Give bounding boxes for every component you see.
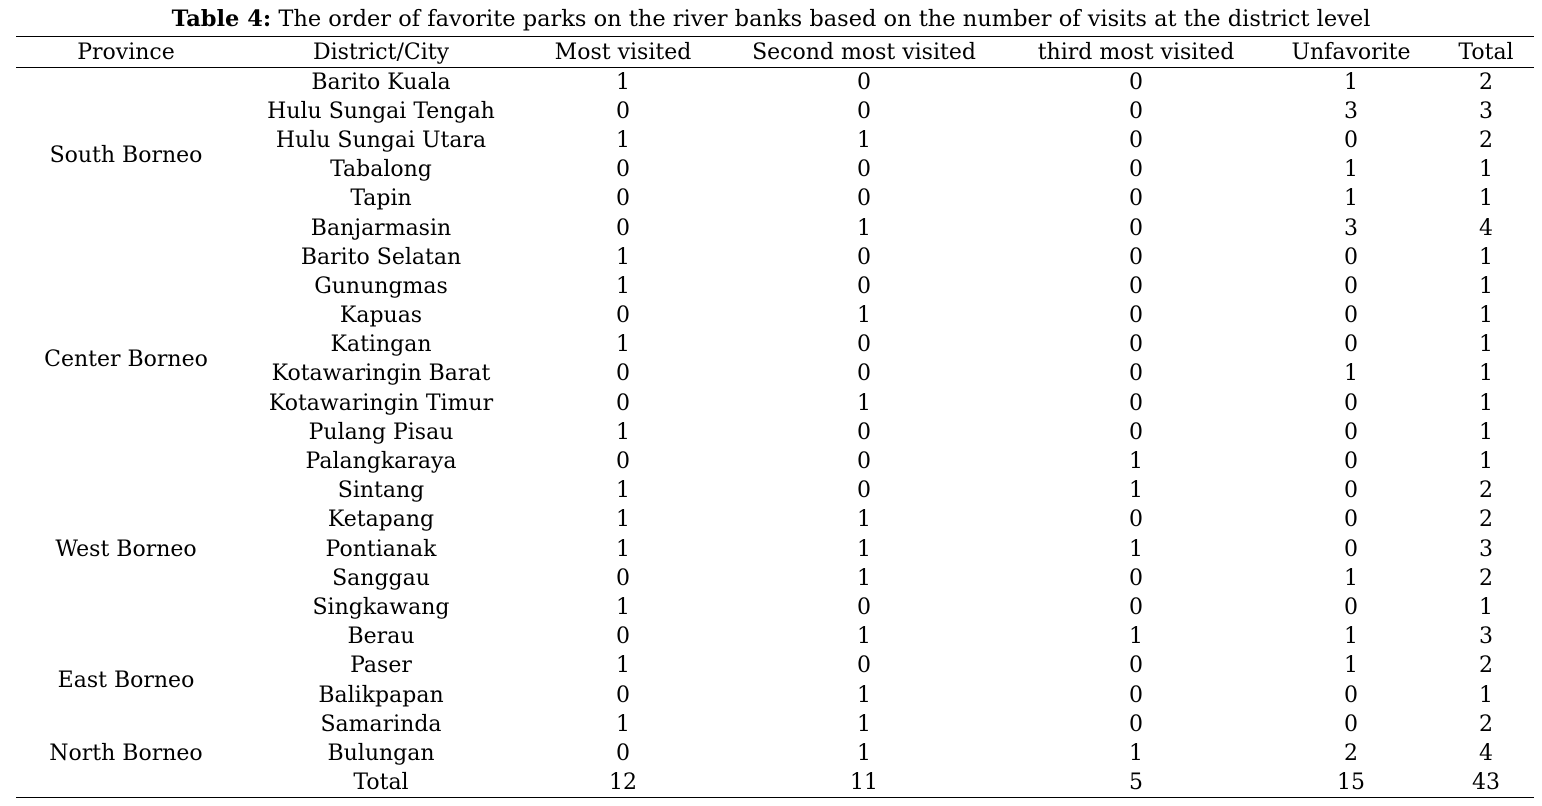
- district-cell: Palangkaraya: [305, 449, 457, 475]
- unfavorite-cell: 1: [1344, 69, 1358, 95]
- most-visited-cell: 1: [616, 127, 630, 153]
- total-cell: 1: [1479, 449, 1493, 475]
- second-most-visited-cell: 1: [857, 565, 871, 591]
- third-most-visited-cell: 0: [1129, 390, 1143, 416]
- second-most-visited-cell: 1: [857, 740, 871, 766]
- table-row: [16, 97, 1534, 126]
- district-cell: Kotawaringin Barat: [271, 361, 491, 387]
- most-visited-cell: 0: [616, 682, 630, 708]
- table-row: [16, 213, 1534, 242]
- second-most-visited-cell: 1: [857, 682, 871, 708]
- most-visited-cell: 1: [616, 536, 630, 562]
- table-row: [16, 535, 1534, 564]
- table-row: [16, 622, 1534, 651]
- most-visited-cell: 1: [616, 507, 630, 533]
- district-cell: Balikpapan: [318, 682, 444, 708]
- header-second-most-visited: Second most visited: [720, 37, 1008, 68]
- unfavorite-cell: 0: [1344, 127, 1358, 153]
- third-most-visited-cell: 0: [1129, 419, 1143, 445]
- table-row: [16, 564, 1534, 593]
- totals-label: Total: [236, 768, 526, 797]
- district-cell: Gunungmas: [314, 273, 448, 299]
- totals-total: 43: [1438, 768, 1534, 797]
- second-most-visited-cell: 0: [857, 419, 871, 445]
- third-most-visited-cell: 0: [1129, 303, 1143, 329]
- province-cell: Center Borneo: [44, 346, 208, 372]
- second-most-visited-cell: 0: [857, 98, 871, 124]
- unfavorite-cell: 0: [1344, 244, 1358, 270]
- third-most-visited-cell: 0: [1129, 332, 1143, 358]
- table-row: [16, 505, 1534, 534]
- table-header: [16, 37, 1534, 68]
- second-most-visited-cell: 1: [857, 711, 871, 737]
- total-cell: 3: [1479, 624, 1493, 650]
- total-cell: 4: [1479, 215, 1493, 241]
- third-most-visited-cell: 0: [1129, 273, 1143, 299]
- most-visited-cell: 0: [616, 390, 630, 416]
- second-most-visited-cell: 1: [857, 624, 871, 650]
- district-cell: Ketapang: [327, 507, 435, 533]
- unfavorite-cell: 0: [1344, 332, 1358, 358]
- unfavorite-cell: 1: [1344, 186, 1358, 212]
- third-most-visited-cell: 0: [1129, 127, 1143, 153]
- second-most-visited-cell: 0: [857, 361, 871, 387]
- third-most-visited-cell: 0: [1129, 361, 1143, 387]
- table-row: [16, 184, 1534, 213]
- total-cell: 1: [1479, 157, 1493, 183]
- total-cell: 1: [1479, 303, 1493, 329]
- unfavorite-cell: 0: [1344, 711, 1358, 737]
- second-most-visited-cell: 0: [857, 653, 871, 679]
- province-cell: North Borneo: [49, 740, 203, 766]
- header-row: [16, 37, 1534, 68]
- third-most-visited-cell: 0: [1129, 98, 1143, 124]
- table-row: [16, 126, 1534, 155]
- most-visited-cell: 1: [616, 273, 630, 299]
- third-most-visited-cell: 1: [1129, 624, 1143, 650]
- third-most-visited-cell: 0: [1129, 157, 1143, 183]
- total-cell: 1: [1479, 361, 1493, 387]
- table-row: [16, 593, 1534, 622]
- most-visited-cell: 0: [616, 157, 630, 183]
- district-cell: Bulungan: [327, 740, 435, 766]
- total-cell: 2: [1479, 565, 1493, 591]
- unfavorite-cell: 1: [1344, 565, 1358, 591]
- district-cell: Barito Selatan: [300, 244, 462, 270]
- second-most-visited-cell: 0: [857, 186, 871, 212]
- third-most-visited-cell: 0: [1129, 244, 1143, 270]
- district-cell: Banjarmasin: [310, 215, 452, 241]
- second-most-visited-cell: 1: [857, 127, 871, 153]
- district-cell: Pulang Pisau: [308, 419, 454, 445]
- second-most-visited-cell: 0: [857, 244, 871, 270]
- table-caption: [0, 5, 1542, 33]
- table-row: [16, 447, 1534, 476]
- unfavorite-cell: 0: [1344, 273, 1358, 299]
- most-visited-cell: 0: [616, 624, 630, 650]
- second-most-visited-cell: 0: [857, 157, 871, 183]
- table-row: [16, 739, 1534, 768]
- district-cell: Tapin: [350, 186, 412, 212]
- second-most-visited-cell: 1: [857, 536, 871, 562]
- third-most-visited-cell: 0: [1129, 507, 1143, 533]
- table-row: [16, 680, 1534, 709]
- total-cell: 1: [1479, 390, 1493, 416]
- unfavorite-cell: 1: [1344, 624, 1358, 650]
- header-unfavorite: Unfavorite: [1264, 37, 1438, 68]
- district-cell: Singkawang: [312, 594, 450, 620]
- third-most-visited-cell: 1: [1129, 449, 1143, 475]
- second-most-visited-cell: 0: [857, 332, 871, 358]
- caption-label: Table 4:: [171, 6, 272, 32]
- totals-second-most-visited: 11: [720, 768, 1008, 797]
- second-most-visited-cell: 0: [857, 478, 871, 504]
- third-most-visited-cell: 1: [1129, 536, 1143, 562]
- total-cell: 1: [1479, 273, 1493, 299]
- most-visited-cell: 1: [616, 711, 630, 737]
- header-third-most-visited: third most visited: [1008, 37, 1264, 68]
- header-province: Province: [16, 37, 236, 68]
- table-body: [16, 68, 1534, 798]
- table-row: [16, 476, 1534, 505]
- totals-most-visited: 12: [526, 768, 720, 797]
- most-visited-cell: 1: [616, 332, 630, 358]
- header-most-visited: Most visited: [526, 37, 720, 68]
- third-most-visited-cell: 1: [1129, 478, 1143, 504]
- total-cell: 3: [1479, 536, 1493, 562]
- unfavorite-cell: 0: [1344, 449, 1358, 475]
- second-most-visited-cell: 1: [857, 215, 871, 241]
- third-most-visited-cell: 0: [1129, 565, 1143, 591]
- district-cell: Kapuas: [339, 303, 423, 329]
- third-most-visited-cell: 1: [1129, 740, 1143, 766]
- unfavorite-cell: 1: [1344, 157, 1358, 183]
- unfavorite-cell: 0: [1344, 594, 1358, 620]
- third-most-visited-cell: 0: [1129, 186, 1143, 212]
- second-most-visited-cell: 0: [857, 69, 871, 95]
- most-visited-cell: 1: [616, 478, 630, 504]
- table-row: [16, 651, 1534, 680]
- most-visited-cell: 0: [616, 565, 630, 591]
- most-visited-cell: 0: [616, 215, 630, 241]
- most-visited-cell: 0: [616, 449, 630, 475]
- unfavorite-cell: 0: [1344, 303, 1358, 329]
- table-row: [16, 155, 1534, 184]
- third-most-visited-cell: 0: [1129, 682, 1143, 708]
- province-cell: East Borneo: [57, 667, 195, 693]
- caption-text: The order of favorite parks on the river banks based on the number of visits at the district level: [271, 6, 1371, 32]
- total-cell: 1: [1479, 682, 1493, 708]
- total-cell: 1: [1479, 186, 1493, 212]
- third-most-visited-cell: 0: [1129, 215, 1143, 241]
- table-row: [16, 418, 1534, 447]
- total-cell: 2: [1479, 507, 1493, 533]
- second-most-visited-cell: 0: [857, 273, 871, 299]
- totals-unfavorite: 15: [1264, 768, 1438, 797]
- total-cell: 4: [1479, 740, 1493, 766]
- unfavorite-cell: 3: [1344, 215, 1358, 241]
- unfavorite-cell: 1: [1344, 361, 1358, 387]
- province-cell: West Borneo: [55, 536, 197, 562]
- total-cell: 2: [1479, 478, 1493, 504]
- third-most-visited-cell: 0: [1129, 594, 1143, 620]
- parks-visits-table: [16, 36, 1534, 798]
- most-visited-cell: 0: [616, 98, 630, 124]
- unfavorite-cell: 0: [1344, 536, 1358, 562]
- second-most-visited-cell: 1: [857, 303, 871, 329]
- third-most-visited-cell: 0: [1129, 711, 1143, 737]
- totals-third-most-visited: 5: [1008, 768, 1264, 797]
- district-cell: Sanggau: [332, 565, 430, 591]
- district-cell: Barito Kuala: [311, 69, 451, 95]
- district-cell: Paser: [350, 653, 412, 679]
- total-cell: 1: [1479, 594, 1493, 620]
- most-visited-cell: 1: [616, 653, 630, 679]
- district-cell: Katingan: [330, 332, 432, 358]
- total-cell: 2: [1479, 711, 1493, 737]
- totals-empty-cell: [16, 768, 236, 797]
- most-visited-cell: 1: [616, 594, 630, 620]
- district-cell: Samarinda: [320, 711, 442, 737]
- most-visited-cell: 0: [616, 186, 630, 212]
- table-row: [16, 301, 1534, 330]
- second-most-visited-cell: 1: [857, 507, 871, 533]
- second-most-visited-cell: 0: [857, 594, 871, 620]
- district-cell: Hulu Sungai Tengah: [267, 98, 495, 124]
- total-cell: 2: [1479, 127, 1493, 153]
- unfavorite-cell: 3: [1344, 98, 1358, 124]
- most-visited-cell: 1: [616, 69, 630, 95]
- table-row: [16, 389, 1534, 418]
- most-visited-cell: 0: [616, 740, 630, 766]
- unfavorite-cell: 1: [1344, 653, 1358, 679]
- unfavorite-cell: 0: [1344, 419, 1358, 445]
- district-cell: Berau: [347, 624, 415, 650]
- total-cell: 1: [1479, 419, 1493, 445]
- second-most-visited-cell: 1: [857, 390, 871, 416]
- district-cell: Tabalong: [330, 157, 432, 183]
- header-total: Total: [1438, 37, 1534, 68]
- unfavorite-cell: 0: [1344, 390, 1358, 416]
- most-visited-cell: 0: [616, 361, 630, 387]
- most-visited-cell: 1: [616, 244, 630, 270]
- third-most-visited-cell: 0: [1129, 653, 1143, 679]
- province-cell: South Borneo: [49, 142, 203, 168]
- unfavorite-cell: 0: [1344, 507, 1358, 533]
- totals-row: [16, 768, 1534, 797]
- table-row: [16, 710, 1534, 739]
- header-district: District/City: [236, 37, 526, 68]
- total-cell: 2: [1479, 653, 1493, 679]
- third-most-visited-cell: 0: [1129, 69, 1143, 95]
- total-cell: 1: [1479, 244, 1493, 270]
- most-visited-cell: 0: [616, 303, 630, 329]
- total-cell: 2: [1479, 69, 1493, 95]
- second-most-visited-cell: 0: [857, 449, 871, 475]
- total-cell: 1: [1479, 332, 1493, 358]
- unfavorite-cell: 0: [1344, 682, 1358, 708]
- most-visited-cell: 1: [616, 419, 630, 445]
- table-row: [16, 68, 1534, 97]
- district-cell: Hulu Sungai Utara: [275, 127, 487, 153]
- total-cell: 3: [1479, 98, 1493, 124]
- unfavorite-cell: 0: [1344, 478, 1358, 504]
- district-cell: Sintang: [337, 478, 425, 504]
- table-row: [16, 330, 1534, 359]
- table-row: [16, 359, 1534, 388]
- unfavorite-cell: 2: [1344, 740, 1358, 766]
- table-row: [16, 272, 1534, 301]
- table-row: [16, 243, 1534, 272]
- district-cell: Pontianak: [325, 536, 437, 562]
- district-cell: Kotawaringin Timur: [268, 390, 494, 416]
